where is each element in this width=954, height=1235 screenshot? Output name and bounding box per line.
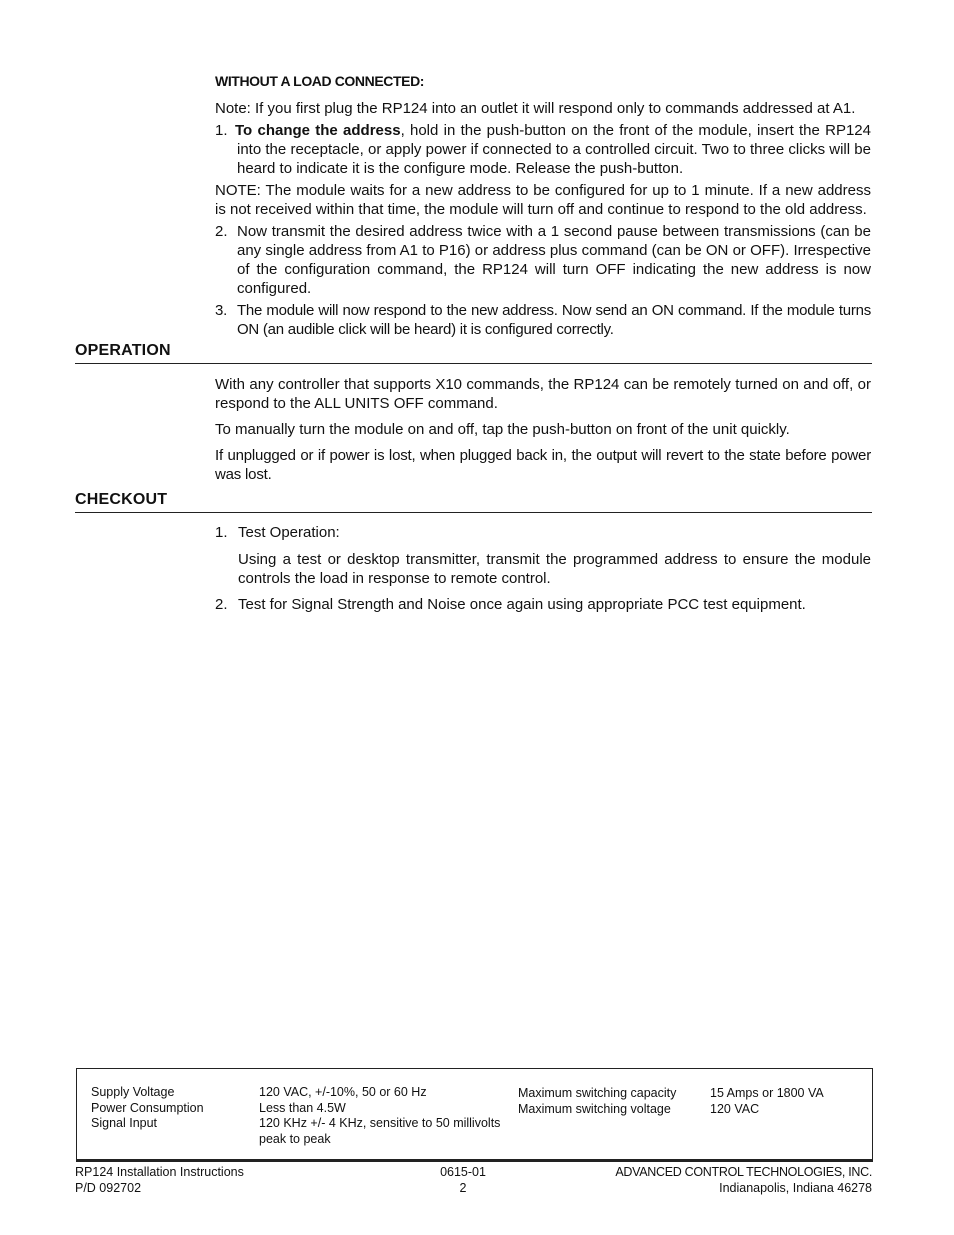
spec-value: 120 KHz +/- 4 KHz, sensitive to 50 millivolts bbox=[259, 1116, 501, 1130]
checkout-item-1 bbox=[215, 523, 871, 542]
operation-paragraph-2: To manually turn the module on and off, tap the push-button on front of the unit quickly. bbox=[215, 421, 790, 438]
spec-value: 120 VAC, +/-10%, 50 or 60 Hz bbox=[259, 1085, 427, 1099]
spec-labels-column bbox=[91, 1085, 204, 1132]
section-heading-operation: OPERATION bbox=[75, 342, 171, 359]
step-3-text: The module will now respond to the new address. Now send an ON command. If the module turns ON (an audible click will be heard) it is configured correctly. bbox=[237, 302, 871, 338]
subsection-heading: WITHOUT A LOAD CONNECTED: bbox=[215, 73, 425, 89]
operation-paragraph-1: With any controller that supports X10 commands, the RP124 can be remotely turned on and off, or respond to the ALL UNITS OFF command. bbox=[215, 376, 871, 412]
step-2 bbox=[215, 222, 871, 298]
footer-document-title: RP124 Installation Instructions bbox=[75, 1165, 244, 1179]
spec-label: Supply Voltage bbox=[91, 1085, 175, 1099]
checkout-item-1-body: Using a test or desktop transmitter, transmit the programmed address to ensure the module controls the load in response to remote control. bbox=[238, 551, 871, 587]
footer-location: Indianapolis, Indiana 46278 bbox=[719, 1180, 872, 1195]
item-number: 2. bbox=[215, 596, 228, 613]
step-number: 3. bbox=[215, 302, 228, 319]
footer-left bbox=[75, 1165, 244, 1196]
footer-company: ADVANCED CONTROL TECHNOLOGIES, INC. bbox=[615, 1165, 872, 1179]
footer-page-number: 2 bbox=[459, 1180, 467, 1195]
section-divider bbox=[75, 363, 872, 364]
step-1-bold: To change the address bbox=[235, 122, 401, 139]
spec-label: Maximum switching capacity bbox=[518, 1086, 677, 1100]
step-1-text: , hold in the push-button on the front of the module, insert the RP124 into the receptacle, or apply power if connected to a controlled circuit. Two to three clicks will be heard to indicate it is the configure mode. Release the push-button. bbox=[237, 122, 871, 177]
checkout-item-2-text: Test for Signal Strength and Noise once again using appropriate PCC test equipment. bbox=[238, 596, 806, 613]
spec-values-column-2 bbox=[710, 1085, 824, 1117]
spec-labels-column-2 bbox=[518, 1085, 676, 1117]
spec-label: Maximum switching voltage bbox=[518, 1102, 671, 1116]
step-3 bbox=[215, 301, 871, 339]
item-number: 1. bbox=[215, 524, 228, 541]
note-paragraph-2: NOTE: The module waits for a new address to be configured for up to 1 minute. If a new address is not received within that time, the module will turn off and continue to respond to the old address. bbox=[215, 182, 871, 218]
step-number: 2. bbox=[215, 223, 228, 240]
section-divider bbox=[75, 512, 872, 513]
step-2-text: Now transmit the desired address twice with a 1 second pause between transmissions (can be any single address from A1 to P16) or address plus command (can be ON or OFF). Irrespective of the configuration command, the RP124 will turn OFF indicating the new address is now configured. bbox=[237, 223, 871, 297]
footer-center bbox=[413, 1165, 513, 1196]
checkout-item-2 bbox=[215, 595, 871, 614]
step-number: 1. bbox=[215, 122, 228, 139]
spec-value: Less than 4.5W bbox=[259, 1100, 346, 1115]
step-1 bbox=[215, 121, 871, 178]
footer-right bbox=[572, 1165, 872, 1196]
footer-revision: 0615-01 bbox=[440, 1165, 486, 1179]
specifications-box bbox=[76, 1068, 873, 1162]
operation-paragraph-3: If unplugged or if power is lost, when plugged back in, the output will revert to the state before power was lost. bbox=[215, 447, 871, 483]
spec-value: 120 VAC bbox=[710, 1102, 760, 1116]
spec-label: Power Consumption bbox=[91, 1100, 204, 1115]
spec-label: Signal Input bbox=[91, 1116, 158, 1130]
note-paragraph: Note: If you first plug the RP124 into an outlet it will respond only to commands addressed at A1. bbox=[215, 100, 856, 117]
footer-part-number: P/D 092702 bbox=[75, 1180, 142, 1195]
checkout-item-1-title: Test Operation: bbox=[238, 524, 340, 541]
spec-values-column bbox=[259, 1085, 500, 1147]
section-heading-checkout: CHECKOUT bbox=[75, 491, 168, 508]
spec-value: 15 Amps or 1800 VA bbox=[710, 1086, 824, 1100]
spec-value: peak to peak bbox=[259, 1131, 331, 1146]
